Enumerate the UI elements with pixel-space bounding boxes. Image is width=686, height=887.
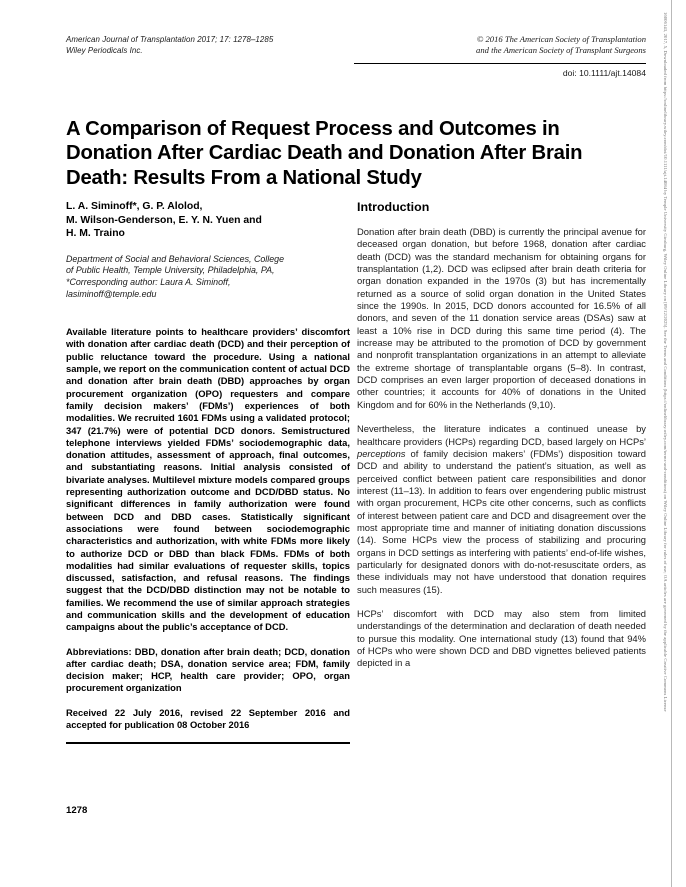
copyright-line-2: and the American Society of Transplant Surgeons	[476, 45, 646, 56]
right-column	[357, 200, 646, 670]
download-stamp	[657, 12, 671, 874]
author-line-3: H. M. Traino	[66, 228, 125, 240]
author-list	[66, 200, 350, 241]
author-line-2: M. Wilson-Genderson, E. Y. N. Yuen and	[66, 214, 262, 226]
page-number: 1278	[66, 805, 88, 816]
affiliation-line-1: Department of Social and Behavioral Sciences, College	[66, 253, 285, 264]
introduction-body	[357, 226, 646, 670]
left-column	[66, 200, 350, 744]
page-title: A Comparison of Request Process and Outcomes in Donation After Cardiac Death and Donation After Brain Death: Results From a National Study	[66, 117, 583, 189]
introduction-paragraph-2-emphasis: perceptions	[357, 447, 406, 459]
affiliation-line-2: of Public Health, Temple University, Philadelphia, PA,	[66, 265, 275, 276]
corresponding-author-line: *Corresponding author: Laura A. Siminoff,	[66, 276, 231, 287]
corresponding-author-email[interactable]: lasiminoff@temple.edu	[66, 288, 157, 299]
introduction-paragraph-2-part-2: of family decision makers’ (FDMs’) disposition toward DCD and ability to understand the patient’s situation, as well as perceived conflict between patient care responsibilities and donor interest (11–13). In addition to fears over engendering public mistrust with organ procurement, HCPs cite other concerns, such as conflicts of interest between patient care and DCD and disagreement over the most appropriate time and manner of initiating donation discussions (14). Some HCPs view the process of stabilizing and procuring organs in DCD settings as interfering with patients’ end-of-life wishes, particularly for designated donors with do-not-resuscitate orders, as these individuals may not have understood that donation requires such measures (15).	[357, 447, 646, 595]
abstract-abbreviations: Abbreviations: DBD, donation after brain death; DCD, donation after cardiac death; DSA, donation service area; FDM, family decision maker; HCP, health care provider; OPO, organ procurement organization	[66, 645, 350, 694]
introduction-paragraph-1: Donation after brain death (DBD) is currently the principal avenue for deceased organ donation, but before 1968, donation after cardiac death (DCD) was the standard mechanism for obtaining organs for transplantation (1,2). DCD was eclipsed after brain death criteria for organ donation expanded in the 1970s (3) but has incrementally returned as a source of solid organ donation in the United States since the 1990s. In 2015, DCD donors accounted for 16.5% of all donors, and seven of the 11 donation service areas (DSAs) saw at least a 10% rise in DCD during this same time period (4). The increase may be attributed to the promotion of DCD by government and nonprofit transplantation organizations in an attempt to alleviate the extreme shortage of transplantable organs (5–8). In contrast, DCD comprises an even larger proportion of deceased donations in other countries; it accounts for 40% of donations in the United Kingdom and for 60% in the Netherlands (9,10).	[357, 226, 646, 410]
introduction-paragraph-3: HCPs’ discomfort with DCD may also stem from limited understandings of the determination and declaration of death needed to pursue this modality. One international study (13) found that 94% of HCPs who were shown DCD and DBD vignettes believed patients depicted in a	[357, 607, 646, 669]
abstract-body: Available literature points to healthcare providers’ discomfort with donation after cardiac death (DCD) and their perception of public reluctance toward the procedure. Using a national sample, we report on the communication content of actual DCD and donation after brain death (DBD) approaches by organ procurement organization (OPO) requesters and compare family decision makers’ (FDMs’) experiences of both modalities. We recruited 1601 FDMs using a validated protocol; 347 (21.7%) were of potential DCD donors. Semistructured telephone interviews yielded FDMs’ sociodemographic data, donation attitudes, assessment of approach, final outcomes, and substantiating reasons. Initial analysis consisted of bivariate analyses. Multilevel mixture models compared groups representing authorization outcome and DCD/DBD status. No significant differences in family authorization were found between DCD and DBD cases. Statistically significant associations were found between sociodemographic characteristics and authorization, with white FDMs more likely to authorize DCD or DBD than black FDMs. FDMs of both modalities had similar evaluations of requester skills, topics discussed, satisfaction, and refusal reasons. The findings suggest that the DCD/DBD distinction may not be notable to families. We recommend the use of similar approach strategies and communication skills and the development of education campaigns about the public’s acceptance of DCD.	[66, 326, 350, 633]
copyright-line-1: © 2016 The American Society of Transplantation	[476, 34, 646, 44]
copyright-block	[354, 34, 646, 57]
abstract-divider	[66, 742, 350, 744]
introduction-paragraph-2-part-1: Nevertheless, the literature indicates a continued unease by healthcare providers (HCPs) regarding DCD, based largely on HCPs’	[357, 423, 646, 447]
section-heading-introduction: Introduction	[357, 200, 430, 214]
author-line-1: L. A. Siminoff*, G. P. Alolod,	[66, 201, 203, 212]
introduction-paragraph-2	[357, 423, 646, 596]
affiliation-block	[66, 254, 350, 300]
abstract-received-dates: Received 22 July 2016, revised 22 September 2016 and accepted for publication 08 October 2016	[66, 706, 350, 731]
journal-reference-line-1: American Journal of Transplantation 2017; 17: 1278–1285	[66, 35, 274, 44]
journal-reference	[66, 34, 273, 56]
page-edge-divider	[671, 0, 672, 887]
journal-reference-line-2: Wiley Periodicals Inc.	[66, 46, 143, 55]
doi-text[interactable]: doi: 10.1111/ajt.14084	[562, 68, 646, 78]
download-stamp-text: 16006143, 2017, 5, Downloaded from https://onlinelibrary.wiley.com/doi/10.1111/ajt.14084 by Temple University Ginsburg, Wiley Online Library on [09/12/2025]. See the Terms and Conditions (https://onlinelibrary.wiley.com/terms-and-conditions) on Wiley Online Library for rules of use; OA articles are governed by the applicable Creative Commons License	[663, 12, 668, 712]
abstract	[66, 326, 350, 731]
masthead-divider	[354, 63, 646, 64]
